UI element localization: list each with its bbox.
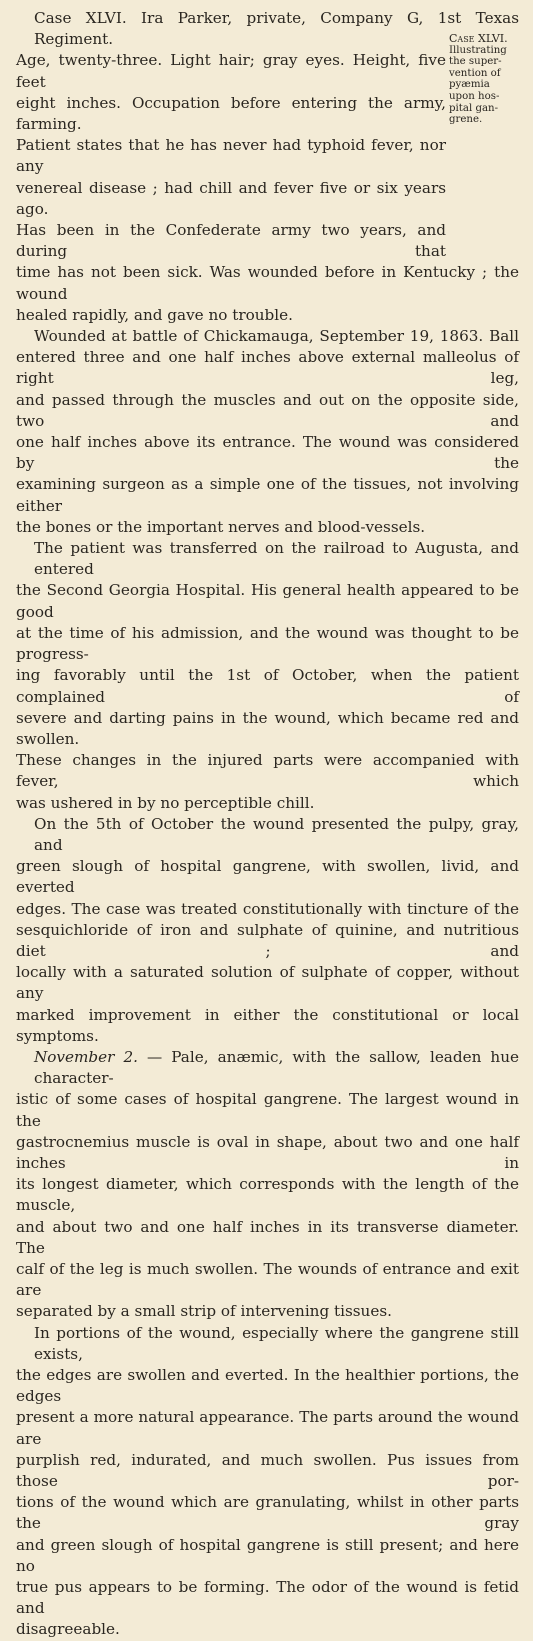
text-line: disagreeable. — [16, 1620, 120, 1639]
text-line: istic of some cases of hospital gangrene. The largest wound in the — [16, 1090, 519, 1130]
margin-note-line: pital gan- — [449, 102, 499, 114]
text-line: one half inches above its entrance. The wound was considered by the — [16, 433, 519, 473]
paragraph-november — [16, 1047, 519, 1323]
text-line: gastrocnemius muscle is oval in shape, about two and one half inches in — [16, 1132, 519, 1172]
margin-note-line: pyæmia — [449, 79, 490, 91]
entry-date: November 2. — [34, 1047, 138, 1066]
margin-note-title: Case XLVI. — [449, 32, 508, 45]
text-line: Has been in the Confederate army two years, and during that — [16, 221, 446, 261]
text-line: its longest diameter, which corresponds with the length of the muscle, — [16, 1175, 519, 1215]
margin-note-line: grene. — [449, 114, 483, 126]
text-line: ing favorably until the 1st of October, when the patient complained of — [16, 666, 519, 706]
paragraph-october — [16, 814, 519, 1047]
text-line: locally with a saturated solution of sulphate of copper, without any — [16, 963, 519, 1003]
text-line: the bones or the important nerves and blood-vessels. — [16, 517, 426, 536]
paragraph-case-intro — [16, 8, 519, 326]
text-line: healed rapidly, and gave no trouble. — [16, 305, 293, 324]
text-line: Wounded at battle of Chickamauga, September 19, 1863. Ball — [34, 327, 519, 346]
margin-note-line: upon hos- — [449, 90, 500, 102]
text-line: The patient was transferred on the railroad to Augusta, and entered — [34, 539, 519, 579]
text-line: Patient states that he has never had typhoid fever, nor any — [16, 136, 446, 176]
paragraph-transfer — [16, 538, 519, 814]
text-line: time has not been sick. Was wounded before in Kentucky ; the wound — [16, 263, 519, 303]
text-line: and about two and one half inches in its transverse diameter. The — [16, 1217, 519, 1257]
text-line: separated by a small strip of intervening tissues. — [16, 1302, 392, 1321]
text-line: In portions of the wound, especially where the gangrene still exists, — [34, 1323, 519, 1363]
text-line: entered three and one half inches above external malleolus of right leg, — [16, 348, 519, 388]
text-line: examining surgeon as a simple one of the tissues, not involving either — [16, 475, 519, 515]
case-intro-block — [16, 8, 519, 326]
text-line: was ushered in by no perceptible chill. — [16, 793, 315, 812]
text-line: the edges are swollen and everted. In the healthier portions, the edges — [16, 1366, 519, 1406]
margin-note-line: Illustrating — [449, 44, 507, 56]
text-line: edges. The case was treated constitutionally with tincture of the — [16, 899, 519, 918]
text-line: marked improvement in either the constitutional or local symptoms. — [16, 1005, 519, 1045]
text-line: calf of the leg is much swollen. The wounds of entrance and exit are — [16, 1259, 519, 1300]
text-line: the Second Georgia Hospital. His general health appeared to be good — [16, 581, 519, 621]
text-line: venereal disease ; had chill and fever five or six years ago. — [16, 178, 446, 218]
text-line — [16, 1047, 519, 1089]
paragraph-portions — [16, 1323, 519, 1641]
text-line: Age, twenty-three. Light hair; gray eyes. Height, five feet — [16, 51, 446, 91]
text-line: Case XLVI. Ira Parker, private, Company G, 1st Texas Regiment. — [34, 9, 519, 49]
text-line: true pus appears to be forming. The odor of the wound is fetid and — [16, 1578, 519, 1618]
margin-note — [449, 33, 519, 126]
text-line: tions of the wound which are granulating, whilst in other parts the gray — [16, 1493, 519, 1533]
margin-note-line: the super- — [449, 56, 502, 68]
text-line: sesquichloride of iron and sulphate of quinine, and nutritious diet ; and — [16, 920, 519, 960]
text-line: eight inches. Occupation before entering the army, farming. — [16, 93, 446, 134]
text-line: and green slough of hospital gangrene is still present; and here no — [16, 1535, 519, 1575]
text-line: On the 5th of October the wound presented the pulpy, gray, and — [34, 814, 519, 854]
text-line: severe and darting pains in the wound, which became red and swollen. — [16, 708, 519, 748]
text-line: present a more natural appearance. The parts around the wound are — [16, 1408, 519, 1448]
text-line-rest: — Pale, anæmic, with the sallow, leaden hue character- — [34, 1047, 519, 1088]
text-line: These changes in the injured parts were accompanied with fever, which — [16, 751, 519, 791]
text-line: purplish red, indurated, and much swollen. Pus issues from those por- — [16, 1450, 519, 1491]
text-line: at the time of his admission, and the wound was thought to be progress- — [16, 623, 519, 664]
text-line: and passed through the muscles and out on the opposite side, two and — [16, 390, 519, 430]
text-line: green slough of hospital gangrene, with swollen, livid, and everted — [16, 857, 519, 897]
paragraph-wounded — [16, 326, 519, 538]
margin-note-line: vention of — [449, 67, 501, 79]
